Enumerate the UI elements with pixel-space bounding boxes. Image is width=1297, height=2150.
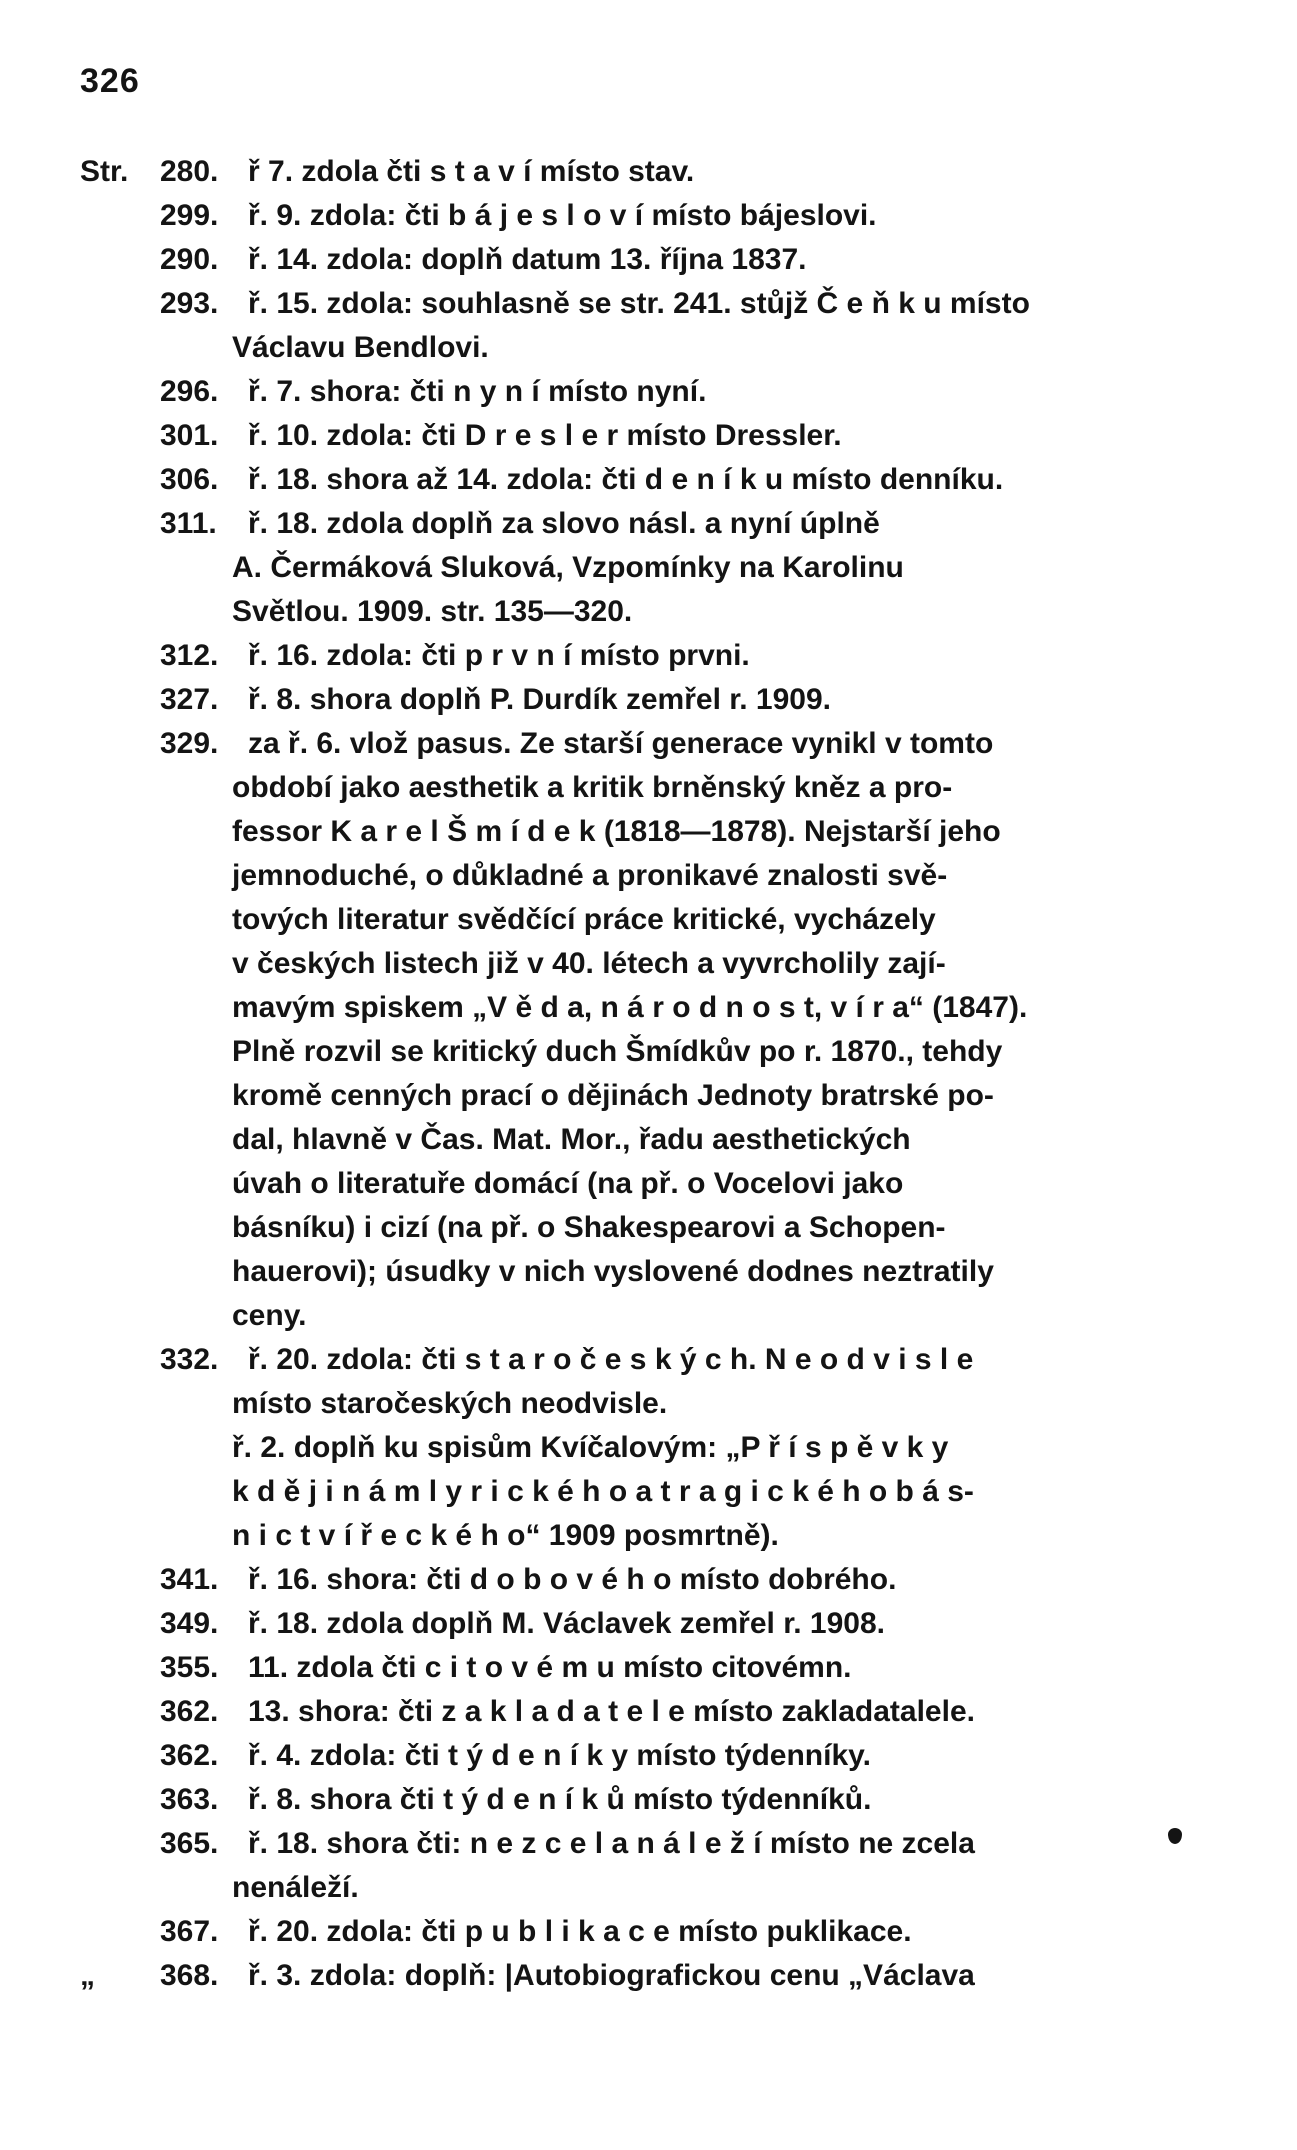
errata-entry-continuation: [0, 326, 1297, 370]
entry-text: ř. 8. shora čti t ý d e n í k ů místo týdenníků.: [248, 1783, 872, 1816]
errata-entry-continuation: [0, 898, 1297, 942]
entry-page-number: 362.: [160, 1739, 219, 1772]
errata-entry: [0, 1602, 1297, 1646]
errata-entry: [0, 678, 1297, 722]
entry-text: za ř. 6. vlož pasus. Ze starší generace vynikl v tomto: [248, 727, 994, 760]
entry-page-number: 329.: [160, 727, 219, 760]
errata-entry-continuation: [0, 1206, 1297, 1250]
errata-entry: [0, 458, 1297, 502]
errata-entry: [0, 1778, 1297, 1822]
entry-text: místo staročeských neodvisle.: [232, 1387, 668, 1420]
errata-entry: [0, 1646, 1297, 1690]
errata-entry: [0, 414, 1297, 458]
page-number: 326: [80, 62, 140, 100]
errata-entry-continuation: [0, 1294, 1297, 1338]
entry-prefix: „: [80, 1959, 95, 1992]
entry-page-number: 280.: [160, 155, 219, 188]
entry-page-number: 368.: [160, 1959, 219, 1992]
entry-page-number: 355.: [160, 1651, 219, 1684]
errata-entry: [0, 1734, 1297, 1778]
entry-text: období jako aesthetik a kritik brněnský kněz a pro-: [232, 771, 953, 804]
entry-text: ř. 10. zdola: čti D r e s l e r místo Dressler.: [248, 419, 842, 452]
errata-entry: [0, 722, 1297, 766]
errata-entry: [0, 1690, 1297, 1734]
entry-page-number: 349.: [160, 1607, 219, 1640]
entry-text: Václavu Bendlovi.: [232, 331, 489, 364]
entry-page-number: 293.: [160, 287, 219, 320]
entry-text: ř. 9. zdola: čti b á j e s l o v í místo bájeslovi.: [248, 199, 877, 232]
entry-page-number: 327.: [160, 683, 219, 716]
entry-text: ř. 18. zdola doplň za slovo násl. a nyní úplně: [248, 507, 880, 540]
errata-entry-continuation: [0, 1030, 1297, 1074]
entry-text: nenáleží.: [232, 1871, 359, 1904]
entry-text: mavým spiskem „V ě d a, n á r o d n o s t, v í r a“ (1847).: [232, 991, 1028, 1024]
entry-prefix: Str.: [80, 155, 129, 188]
entry-text: básníku) i cizí (na př. o Shakespearovi a Schopen-: [232, 1211, 946, 1244]
entry-text: fessor K a r e l Š m í d e k (1818—1878). Nejstarší jeho: [232, 815, 1001, 848]
entry-page-number: 299.: [160, 199, 219, 232]
entry-text: dal, hlavně v Čas. Mat. Mor., řadu aesthetických: [232, 1123, 911, 1156]
entry-text: ř 7. zdola čti s t a v í místo stav.: [248, 155, 695, 188]
entry-page-number: 296.: [160, 375, 219, 408]
entry-page-number: 332.: [160, 1343, 219, 1376]
errata-entry: [0, 502, 1297, 546]
entry-text: Plně rozvil se kritický duch Šmídkův po r. 1870., tehdy: [232, 1035, 1003, 1068]
entry-text: tových literatur svědčící práce kritické, vycházely: [232, 903, 936, 936]
entry-text: kromě cenných prací o dějinách Jednoty bratrské po-: [232, 1079, 994, 1112]
errata-entry-continuation: [0, 1118, 1297, 1162]
entry-text: ř. 15. zdola: souhlasně se str. 241. stůjž Č e ň k u místo: [248, 287, 1030, 320]
entry-page-number: 363.: [160, 1783, 219, 1816]
entry-page-number: 301.: [160, 419, 219, 452]
errata-entry: [0, 370, 1297, 414]
errata-list: [0, 150, 1297, 1998]
errata-entry: [0, 238, 1297, 282]
entry-text: ř. 14. zdola: doplň datum 13. října 1837.: [248, 243, 807, 276]
entry-text: A. Čermáková Sluková, Vzpomínky na Karolinu: [232, 551, 904, 584]
entry-text: ř. 2. doplň ku spisům Kvíčalovým: „P ř í s p ě v k y: [232, 1431, 949, 1464]
errata-entry-continuation: [0, 810, 1297, 854]
entry-text: k d ě j i n á m l y r i c k é h o a t r a g i c k é h o b á s-: [232, 1475, 974, 1508]
errata-entry-continuation: [0, 986, 1297, 1030]
errata-entry: [0, 194, 1297, 238]
entry-text: ř. 20. zdola: čti s t a r o č e s k ý c h. N e o d v i s l e: [248, 1343, 974, 1376]
errata-entry: [0, 282, 1297, 326]
entry-page-number: 367.: [160, 1915, 219, 1948]
errata-entry-continuation: [0, 854, 1297, 898]
entry-text: úvah o literatuře domácí (na př. o Vocelovi jako: [232, 1167, 904, 1200]
entry-text: ř. 18. zdola doplň M. Václavek zemřel r. 1908.: [248, 1607, 885, 1640]
errata-entry-continuation: [0, 1162, 1297, 1206]
errata-entry-continuation: [0, 766, 1297, 810]
errata-entry: [0, 1558, 1297, 1602]
errata-entry: [0, 150, 1297, 194]
entry-text: n i c t v í ř e c k é h o“ 1909 posmrtně).: [232, 1519, 779, 1552]
entry-text: ř. 3. zdola: doplň: |Autobiografickou cenu „Václava: [248, 1959, 975, 1992]
entry-text: 13. shora: čti z a k l a d a t e l e místo zakladatalele.: [248, 1695, 975, 1728]
errata-entry-continuation: [0, 1514, 1297, 1558]
errata-entry: [0, 1910, 1297, 1954]
errata-entry-continuation: [0, 1382, 1297, 1426]
entry-text: ceny.: [232, 1299, 307, 1332]
entry-page-number: 341.: [160, 1563, 219, 1596]
entry-text: ř. 4. zdola: čti t ý d e n í k y místo týdenníky.: [248, 1739, 871, 1772]
entry-text: ř. 7. shora: čti n y n í místo nyní.: [248, 375, 707, 408]
errata-entry-continuation: [0, 1470, 1297, 1514]
errata-entry-continuation: [0, 942, 1297, 986]
errata-entry-continuation: [0, 1074, 1297, 1118]
entry-text: 11. zdola čti c i t o v é m u místo citovémn.: [248, 1651, 852, 1684]
entry-text: ř. 8. shora doplň P. Durdík zemřel r. 1909.: [248, 683, 832, 716]
entry-page-number: 312.: [160, 639, 219, 672]
entry-text: ř. 16. shora: čti d o b o v é h o místo dobrého.: [248, 1563, 897, 1596]
entry-text: ř. 16. zdola: čti p r v n í místo prvni.: [248, 639, 750, 672]
entry-text: ř. 20. zdola: čti p u b l i k a c e místo puklikace.: [248, 1915, 912, 1948]
entry-text: jemnoduché, o důkladné a pronikavé znalosti svě-: [232, 859, 948, 892]
errata-entry-continuation: [0, 1426, 1297, 1470]
entry-text: ř. 18. shora až 14. zdola: čti d e n í k u místo denníku.: [248, 463, 1004, 496]
entry-text: v českých listech již v 40. létech a vyvrcholily zají-: [232, 947, 946, 980]
errata-entry: [0, 634, 1297, 678]
entry-page-number: 311.: [160, 507, 217, 540]
entry-page-number: 290.: [160, 243, 219, 276]
errata-entry-continuation: [0, 590, 1297, 634]
entry-page-number: 362.: [160, 1695, 219, 1728]
errata-entry-continuation: [0, 1866, 1297, 1910]
errata-entry: [0, 1822, 1297, 1866]
entry-page-number: 306.: [160, 463, 219, 496]
errata-entry: [0, 1338, 1297, 1382]
entry-text: hauerovi); úsudky v nich vyslovené dodnes neztratily: [232, 1255, 994, 1288]
entry-text: ř. 18. shora čti: n e z c e l a n á l e ž í místo ne zcela: [248, 1827, 975, 1860]
errata-entry-continuation: [0, 546, 1297, 590]
entry-page-number: 365.: [160, 1827, 219, 1860]
entry-text: Světlou. 1909. str. 135—320.: [232, 595, 633, 628]
errata-entry-continuation: [0, 1250, 1297, 1294]
errata-entry: [0, 1954, 1297, 1998]
